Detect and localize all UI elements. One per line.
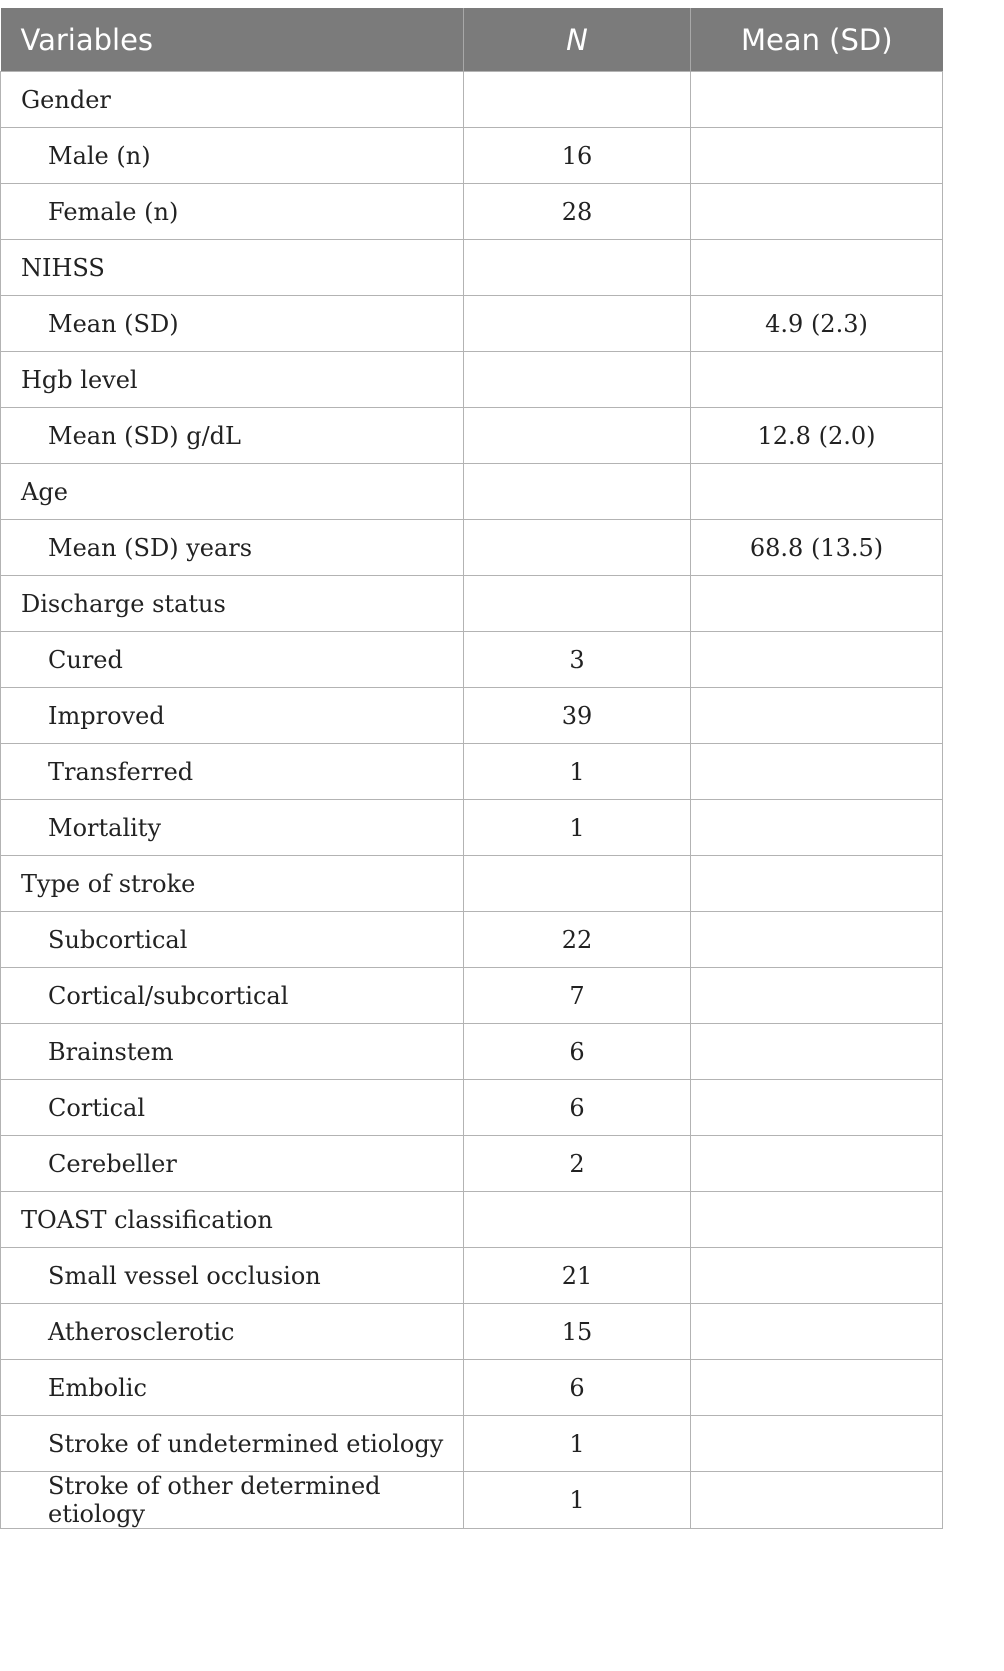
table-group-row <box>1 856 943 912</box>
table-group-row <box>1 352 943 408</box>
cell-variable: Cured <box>1 632 464 688</box>
table-row <box>1 1024 943 1080</box>
cell-variable: Small vessel occlusion <box>1 1248 464 1304</box>
table-body <box>1 72 943 1529</box>
cell-variable: Mortality <box>1 800 464 856</box>
table-row <box>1 1360 943 1416</box>
cell-mean-sd: 68.8 (13.5) <box>691 520 943 576</box>
table-header <box>1 8 943 72</box>
cell-mean-sd <box>691 856 943 912</box>
cell-variable: NIHSS <box>1 240 464 296</box>
cell-variable: Stroke of other determined etiology <box>1 1472 464 1529</box>
table-row <box>1 1304 943 1360</box>
table-row <box>1 1416 943 1472</box>
cell-mean-sd <box>691 1360 943 1416</box>
cell-n: 3 <box>464 632 691 688</box>
table-row <box>1 912 943 968</box>
cell-variable: Atherosclerotic <box>1 1304 464 1360</box>
table-group-row <box>1 464 943 520</box>
cell-n: 2 <box>464 1136 691 1192</box>
cell-mean-sd <box>691 1472 943 1529</box>
cell-n: 1 <box>464 800 691 856</box>
cell-n: 7 <box>464 968 691 1024</box>
table-row <box>1 296 943 352</box>
cell-mean-sd <box>691 688 943 744</box>
cell-mean-sd <box>691 184 943 240</box>
table-row <box>1 968 943 1024</box>
cell-n: 6 <box>464 1024 691 1080</box>
cell-variable: Transferred <box>1 744 464 800</box>
cell-n <box>464 72 691 128</box>
cell-variable: Cortical/subcortical <box>1 968 464 1024</box>
cell-variable: Mean (SD) <box>1 296 464 352</box>
cell-mean-sd <box>691 1416 943 1472</box>
cell-variable: Discharge status <box>1 576 464 632</box>
cell-n <box>464 352 691 408</box>
cell-variable: Cerebeller <box>1 1136 464 1192</box>
patient-characteristics-table <box>0 8 943 1529</box>
cell-n <box>464 520 691 576</box>
cell-n: 28 <box>464 184 691 240</box>
table-row <box>1 128 943 184</box>
table-row <box>1 632 943 688</box>
cell-n <box>464 240 691 296</box>
cell-mean-sd <box>691 800 943 856</box>
cell-n <box>464 296 691 352</box>
table-row <box>1 520 943 576</box>
table-row <box>1 408 943 464</box>
cell-mean-sd <box>691 1136 943 1192</box>
cell-mean-sd <box>691 632 943 688</box>
table-row <box>1 744 943 800</box>
cell-variable: Brainstem <box>1 1024 464 1080</box>
cell-variable: Female (n) <box>1 184 464 240</box>
cell-mean-sd <box>691 72 943 128</box>
cell-n: 15 <box>464 1304 691 1360</box>
cell-mean-sd <box>691 1024 943 1080</box>
cell-n: 1 <box>464 744 691 800</box>
cell-n: 1 <box>464 1416 691 1472</box>
header-variables: Variables <box>1 8 464 72</box>
cell-mean-sd <box>691 128 943 184</box>
cell-mean-sd <box>691 1080 943 1136</box>
cell-variable: Stroke of undetermined etiology <box>1 1416 464 1472</box>
cell-n: 39 <box>464 688 691 744</box>
cell-variable: Type of stroke <box>1 856 464 912</box>
cell-n: 1 <box>464 1472 691 1529</box>
cell-mean-sd <box>691 576 943 632</box>
cell-variable: Gender <box>1 72 464 128</box>
header-mean-sd: Mean (SD) <box>691 8 943 72</box>
cell-n <box>464 464 691 520</box>
cell-n: 6 <box>464 1360 691 1416</box>
cell-mean-sd <box>691 352 943 408</box>
cell-mean-sd <box>691 968 943 1024</box>
header-n: N <box>464 8 691 72</box>
cell-variable: Embolic <box>1 1360 464 1416</box>
table-row <box>1 1136 943 1192</box>
cell-mean-sd: 12.8 (2.0) <box>691 408 943 464</box>
table-row <box>1 800 943 856</box>
table-group-row <box>1 72 943 128</box>
cell-variable: Cortical <box>1 1080 464 1136</box>
cell-mean-sd <box>691 1304 943 1360</box>
cell-mean-sd <box>691 464 943 520</box>
cell-n <box>464 576 691 632</box>
cell-n: 6 <box>464 1080 691 1136</box>
cell-variable: Hgb level <box>1 352 464 408</box>
cell-n <box>464 1192 691 1248</box>
cell-mean-sd <box>691 240 943 296</box>
cell-mean-sd <box>691 1192 943 1248</box>
table-row <box>1 688 943 744</box>
table-group-row <box>1 1192 943 1248</box>
table-row <box>1 1080 943 1136</box>
cell-mean-sd <box>691 744 943 800</box>
cell-variable: Age <box>1 464 464 520</box>
header-row <box>1 8 943 72</box>
cell-variable: Mean (SD) g/dL <box>1 408 464 464</box>
cell-mean-sd <box>691 1248 943 1304</box>
cell-n: 21 <box>464 1248 691 1304</box>
cell-n: 22 <box>464 912 691 968</box>
cell-n: 16 <box>464 128 691 184</box>
table-row <box>1 1472 943 1529</box>
table-row <box>1 1248 943 1304</box>
cell-variable: TOAST classification <box>1 1192 464 1248</box>
cell-mean-sd: 4.9 (2.3) <box>691 296 943 352</box>
cell-variable: Male (n) <box>1 128 464 184</box>
cell-variable: Improved <box>1 688 464 744</box>
cell-variable: Mean (SD) years <box>1 520 464 576</box>
cell-variable: Subcortical <box>1 912 464 968</box>
table-group-row <box>1 240 943 296</box>
cell-mean-sd <box>691 912 943 968</box>
cell-n <box>464 856 691 912</box>
cell-n <box>464 408 691 464</box>
data-table-container <box>0 8 942 1529</box>
table-row <box>1 184 943 240</box>
table-group-row <box>1 576 943 632</box>
